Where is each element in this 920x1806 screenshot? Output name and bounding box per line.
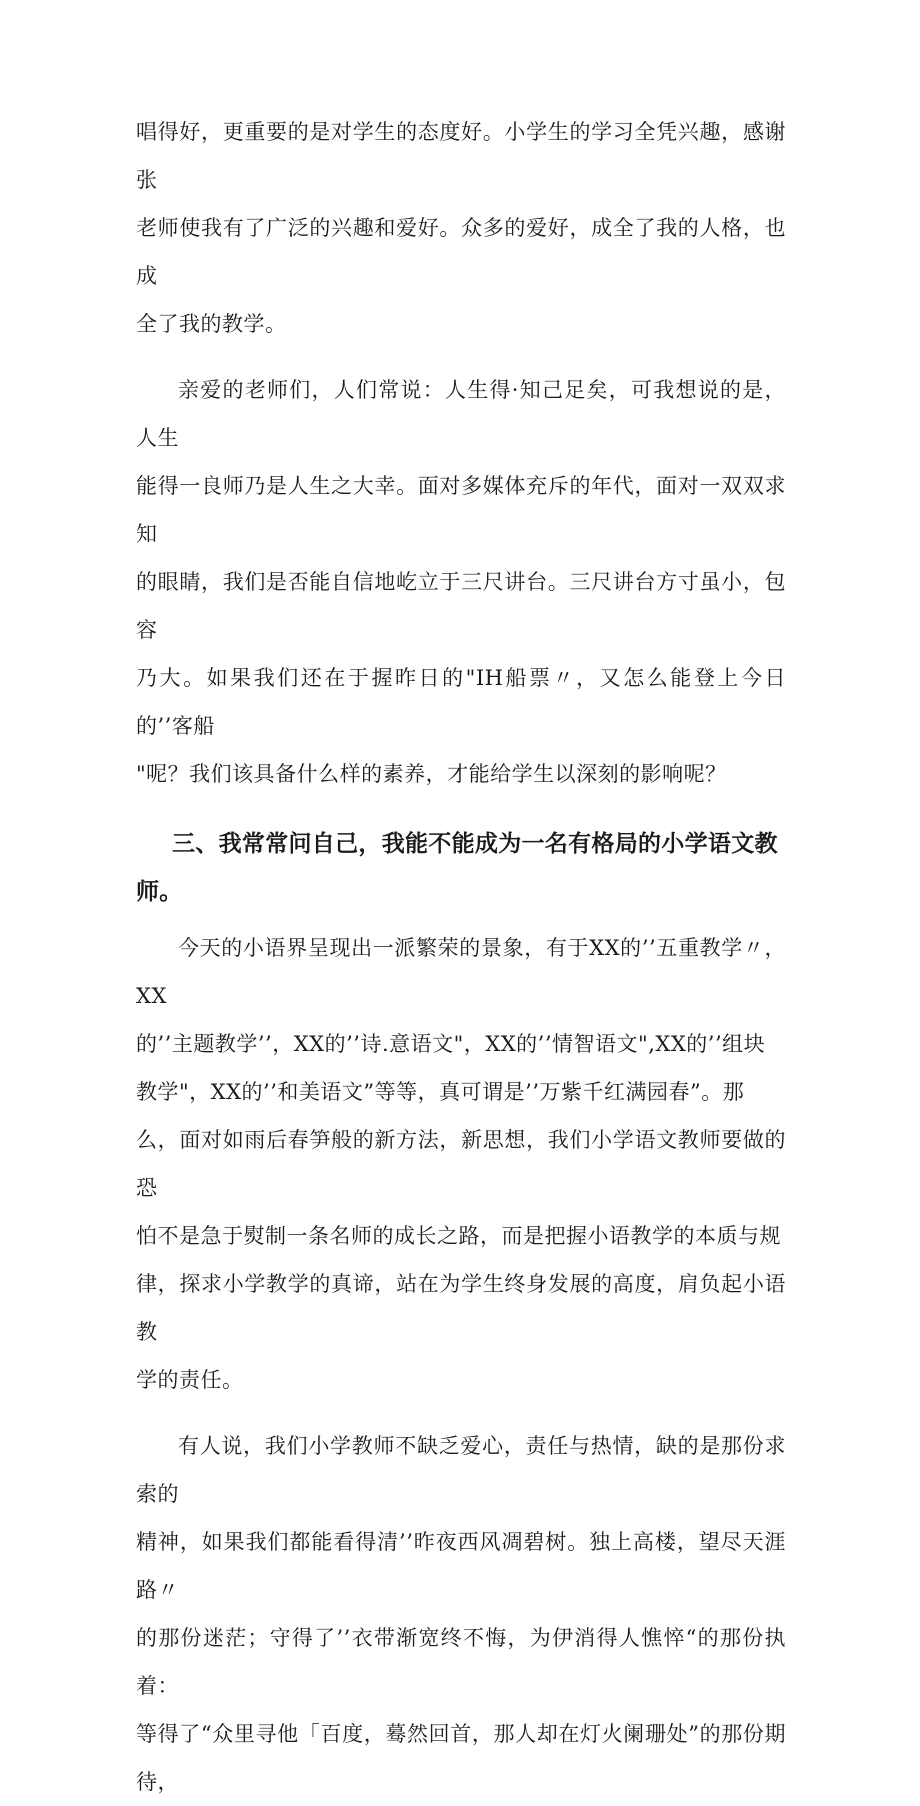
section-heading (136, 820, 786, 916)
paragraph-2-line-4: 乃大。如果我们还在于握昨日的"IH船票〃，又怎么能登上今日的’’客船 (136, 666, 786, 738)
paragraph-3-line-3: 教学"，XX的’’和美语文”等等，真可谓是’’万紫千红满园春”。那 (136, 1080, 745, 1104)
paragraph-1-line-1: 唱得好，更重要的是对学生的态度好。小学生的学习全凭兴趣，感谢张 (136, 120, 786, 192)
paragraph-3-line-6: 律，探求小学教学的真谛，站在为学生终身发展的高度，肩负起小语教 (136, 1272, 786, 1344)
paragraph-1-line-2: 老师使我有了广泛的兴趣和爱好。众多的爱好，成全了我的人格，也成 (136, 216, 786, 288)
paragraph-2-line-1: 亲爱的老师们，人们常说：人生得·知己足矣，可我想说的是，人生 (136, 378, 786, 450)
paragraph-4-line-1: 有人说，我们小学教师不缺乏爱心，责任与热情，缺的是那份求索的 (136, 1434, 786, 1506)
paragraph-2 (136, 366, 786, 798)
paragraph-3-line-1: 今天的小语界呈现出一派繁荣的景象，有于XX的’’五重教学〃，XX (136, 936, 786, 1008)
paragraph-3-line-2: 的’’主题教学’’，XX的’’诗.意语文"，XX的’’情智语文",XX的’’组块 (136, 1032, 766, 1056)
paragraph-3-line-5: 怕不是急于熨制一条名师的成长之路，而是把握小语教学的本质与规 (136, 1224, 781, 1248)
paragraph-2-line-3: 的眼睛，我们是否能自信地屹立于三尺讲台。三尺讲台方寸虽小，包容 (136, 570, 786, 642)
paragraph-4-line-4: 等得了“众里寻他「百度，蓦然回首，那人却在灯火阑珊处”的那份期待， (136, 1722, 786, 1794)
paragraph-1 (136, 108, 786, 348)
paragraph-3-line-4: 么，面对如雨后春笋般的新方法，新思想，我们小学语文教师要做的恐 (136, 1128, 786, 1200)
paragraph-1-line-3: 全了我的教学。 (136, 312, 287, 336)
document-body (136, 108, 786, 1806)
paragraph-2-line-2: 能得一良师乃是人生之大幸。面对多媒体充斥的年代，面对一双双求知 (136, 474, 786, 546)
paragraph-4 (136, 1422, 786, 1806)
paragraph-2-line-5: "呢？我们该具备什么样的素养，才能给学生以深刻的影响呢？ (136, 762, 727, 786)
section-heading-line-2: 师。 (136, 879, 183, 905)
paragraph-3 (136, 924, 786, 1404)
paragraph-3-line-7: 学的责任。 (136, 1368, 244, 1392)
paragraph-4-line-2: 精神，如果我们都能看得清’’昨夜西风凋碧树。独上高楼，望尽天涯路〃 (136, 1530, 786, 1602)
section-heading-line-1: 三、我常常问自己，我能不能成为一名有格局的小学语文教 (172, 831, 778, 857)
paragraph-4-line-3: 的那份迷茫；守得了’’衣带渐宽终不悔，为伊消得人憔悴“的那份执着： (136, 1626, 786, 1698)
